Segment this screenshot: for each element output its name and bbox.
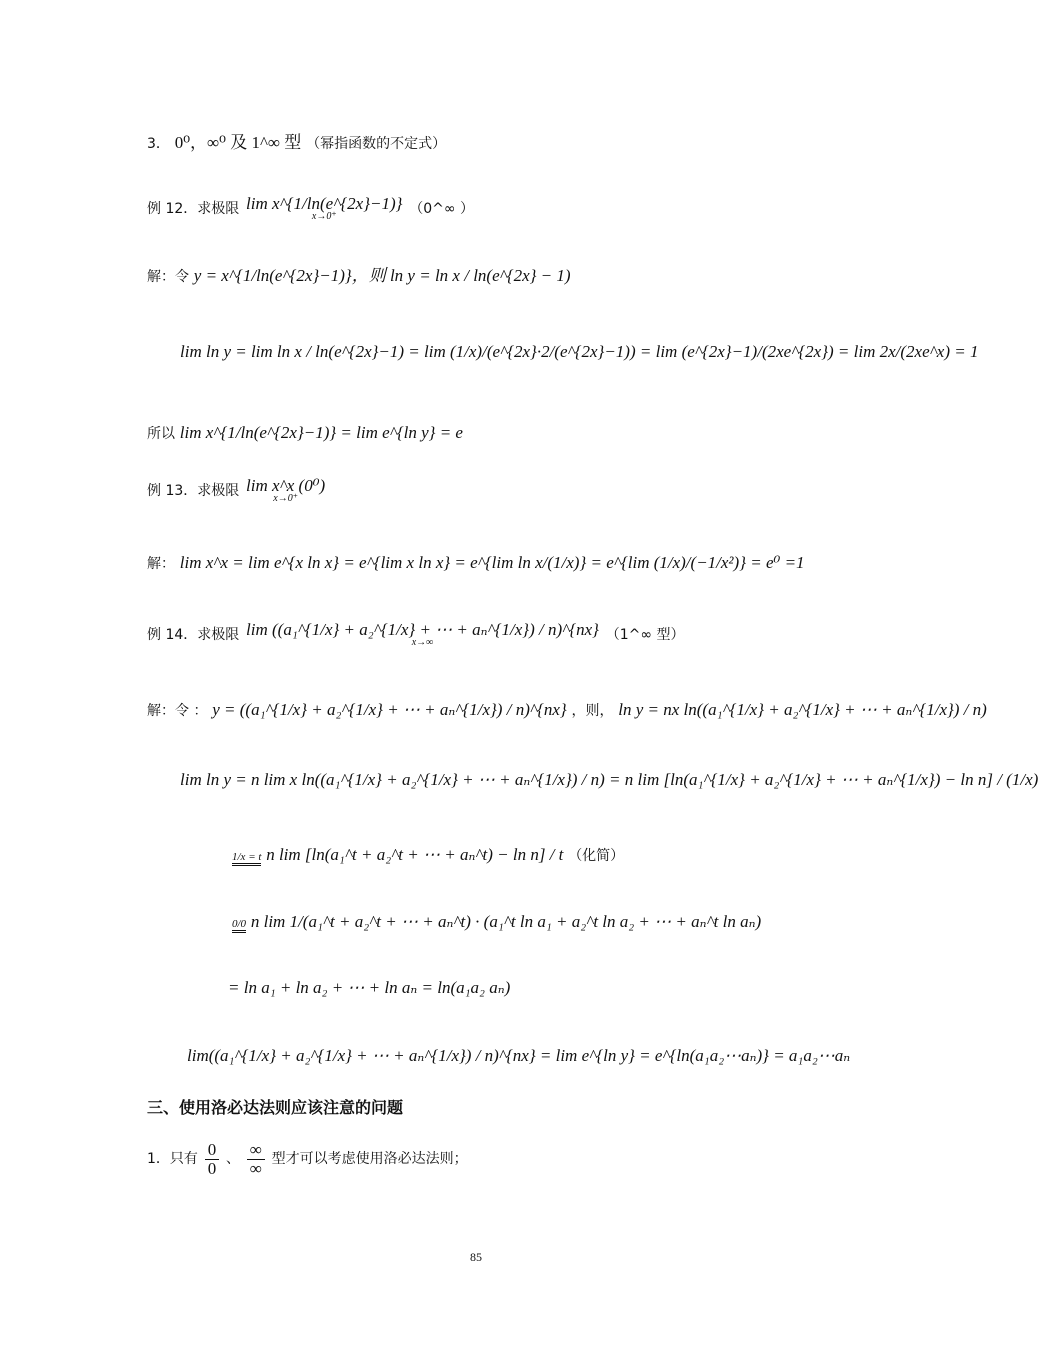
example-12-solution [147, 266, 571, 287]
zero-over-zero-fraction [205, 1141, 220, 1178]
note-1-text: 型才可以考虑使用洛必达法则； [271, 1151, 468, 1167]
zero-fraction-denominator: 0 [207, 1158, 217, 1178]
example-14-type: （1^∞ 型） [605, 627, 685, 643]
example-14-limit [246, 622, 599, 648]
example-13-expression: lim x^x (0⁰) [246, 476, 326, 495]
example-14-final-formula: lim((a₁^{1/x} + a₂^{1/x} + ⋯ + aₙ^{1/x}) / n)^{nx} = lim e^{ln y} = e^{ln(a₁a₂⋯aₙ)} = a₁a₂⋯aₙ [187, 1046, 851, 1065]
example-14-step-2-formula: n lim [ln(a₁^t + a₂^t + ⋯ + aₙ^t) − ln n] / t [266, 845, 564, 864]
section-3-heading [147, 133, 446, 154]
example-14-then: ，则， [571, 703, 614, 719]
example-14-substitution: y = ((a₁^{1/x} + a₂^{1/x} + ⋯ + aₙ^{1/x}) / n)^{nx} [212, 700, 567, 719]
example-12-conclusion [147, 423, 463, 444]
example-13-limit-subscript: x→0⁺ [273, 493, 298, 504]
note-1-prefix: 1．只有 [147, 1151, 198, 1167]
example-14-solution [147, 700, 987, 721]
example-14-step-4-formula: = ln a₁ + ln a₂ + ⋯ + ln aₙ = ln(a₁a₂ aₙ) [228, 978, 511, 997]
section-3-forms: 0⁰，∞⁰ 及 1^∞ 型 [174, 133, 302, 152]
example-13-label: 例 13．求极限 [147, 483, 240, 499]
example-12-statement [147, 196, 474, 222]
example-12-expression: lim x^{1/ln(e^{2x}−1)} [246, 194, 403, 213]
example-14-limit-subscript: x→∞ [411, 637, 434, 648]
zero-fraction-numerator: 0 [205, 1141, 220, 1160]
section-three-heading [147, 1098, 403, 1118]
example-14-step-1 [180, 770, 1038, 790]
note-1-separator: 、 [225, 1151, 240, 1167]
infinity-over-infinity-fraction [247, 1141, 265, 1178]
section-3-description: （幂指函数的不定式） [306, 136, 447, 152]
example-14-log-form: ln y = nx ln((a₁^{1/x} + a₂^{1/x} + ⋯ + aₙ^{1/x}) / n) [618, 700, 987, 719]
example-13-solution-formula: lim x^x = lim e^{x ln x} = e^{lim x ln x} = e^{lim ln x/(1/x)} = e^{lim (1/x)/(−1/x²)} = e⁰ =1 [179, 553, 805, 572]
example-14-step-4 [228, 978, 510, 998]
example-14-solution-label: 解：令 ： [147, 703, 208, 719]
example-13-solution [147, 553, 805, 574]
infinity-fraction-denominator: ∞ [249, 1158, 262, 1178]
example-12-substitution: y = x^{1/ln(e^{2x}−1)}，则 ln y = ln x / ln(e^{2x} − 1) [193, 266, 571, 285]
example-14-step-1-formula: lim ln y = n lim x ln((a₁^{1/x} + a₂^{1/x} + ⋯ + aₙ^{1/x}) / n) = n lim [ln(a₁^{1/x} + a₂^{1/x} + ⋯ + aₙ^{1/x}) − ln n] / (1/x) [180, 770, 1038, 789]
example-12-solution-label: 解：令 [147, 269, 189, 285]
example-12-limit-subscript: x→0⁺ [311, 211, 337, 222]
example-12-derivation-step: lim ln y = lim ln x / ln(e^{2x}−1) = lim (1/x)/(e^{2x}·2/(e^{2x}−1)) = lim (e^{2x}−1)/(2xe^{2x}) = lim 2x/(2xe^x) = 1 [180, 342, 979, 361]
section-three-title: 三、使用洛必达法则应该注意的问题 [147, 1098, 404, 1117]
section-3-number: 3． [147, 136, 170, 152]
example-14-expression: lim ((a₁^{1/x} + a₂^{1/x} + ⋯ + aₙ^{1/x}) / n)^{nx} [246, 620, 599, 639]
example-14-substitution-marker: 1/x = t [232, 851, 261, 866]
example-14-lhopital-marker: 0/0 [232, 918, 246, 933]
example-14-step-3-formula: n lim 1/(a₁^t + a₂^t + ⋯ + aₙ^t) · (a₁^t ln a₁ + a₂^t ln a₂ + ⋯ + aₙ^t ln aₙ) [250, 912, 762, 931]
example-12-limit [246, 196, 402, 222]
example-12-derivation [180, 342, 979, 362]
example-12-type: （0^∞ ） [409, 201, 474, 217]
example-13-statement [147, 478, 327, 504]
page-number: 85 [470, 1250, 482, 1264]
example-14-label: 例 14．求极限 [147, 627, 240, 643]
infinity-fraction-numerator: ∞ [247, 1141, 265, 1160]
example-12-conclusion-label: 所以 [147, 426, 175, 442]
example-13-solution-label: 解： [147, 556, 175, 572]
example-14-statement [147, 622, 684, 648]
example-12-conclusion-formula: lim x^{1/ln(e^{2x}−1)} = lim e^{ln y} = e [179, 423, 463, 442]
example-12-label: 例 12．求极限 [147, 201, 240, 217]
example-14-final [187, 1046, 850, 1066]
example-13-limit [246, 478, 325, 504]
example-14-step-3 [232, 912, 761, 934]
example-14-step-2-note: （化简） [568, 848, 625, 864]
note-1 [147, 1138, 468, 1179]
example-14-step-2 [232, 845, 624, 867]
